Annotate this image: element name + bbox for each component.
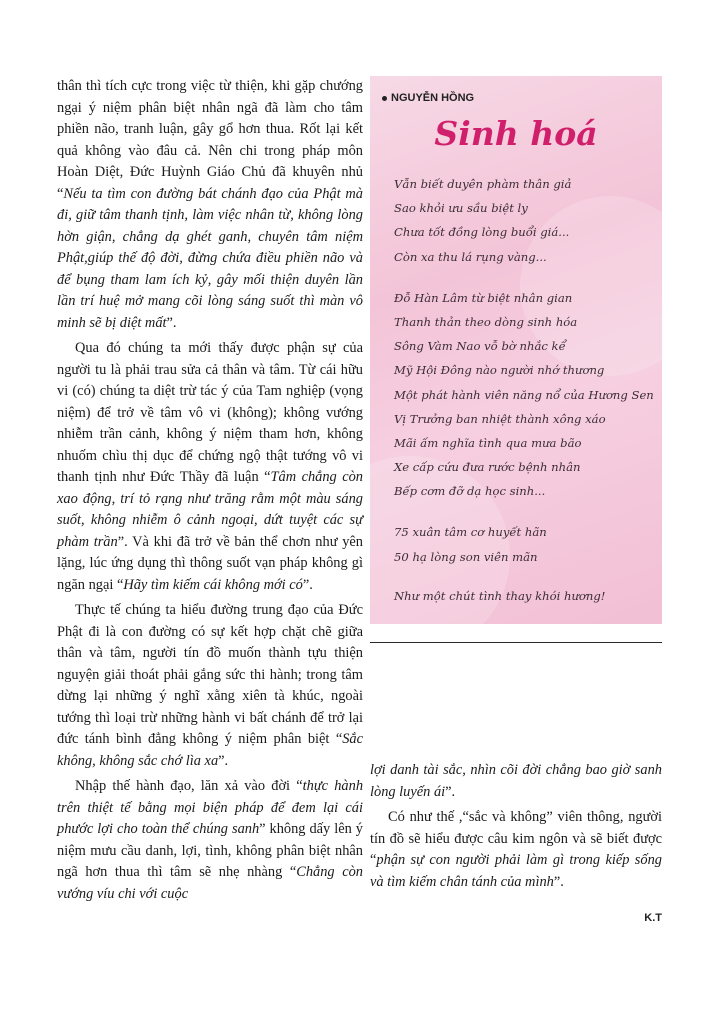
paragraph-4: Nhập thế hành đạo, lăn xả vào đời “thực hành trên thiệt tế bằng mọi biện pháp để đem lại cái phước lợi cho toàn thể chúng sanh” không dấy lên ý niệm mưu cầu danh, lợi, tình, không phân biệt nhân ngã hơn thua thì tâm sẽ nhẹ nhàng “Chẳng còn vướng víu chi với cuộc [57, 778, 364, 902]
poem-body [394, 172, 656, 608]
poem-line: Mãi ấm nghĩa tình qua mưa bão [394, 435, 582, 450]
poem-line: Sông Vàm Nao vỗ bờ nhắc kể [394, 339, 566, 354]
author-signature: K.T [644, 912, 662, 924]
poem-title: Sinh hoá [434, 114, 598, 153]
quote-thuc-hanh: thực hành trên thiệt tế bằng mọi biện pháp để đem lại cái phước lợi cho toàn thể chúng sanh [57, 778, 364, 837]
poem-line: Bếp cơm đỡ dạ học sinh... [394, 484, 546, 499]
article-left-column [57, 76, 363, 905]
bullet-icon [382, 96, 387, 101]
poem-closing-line: Như một chút tình thay khói hương! [394, 588, 606, 603]
stanza-gap [394, 503, 656, 520]
article-right-column [370, 760, 662, 893]
paragraph-5: lợi danh tài sắc, nhìn cõi đời chẳng bao giờ sanh lòng luyến ái”. [370, 762, 662, 800]
quote-sac-khong: Sắc không, không sắc chớ lìa xa [57, 731, 363, 769]
poem-line: 75 xuân tâm cơ huyết hãn [394, 525, 547, 540]
poem-line: Đỗ Hàn Lâm từ biệt nhân gian [394, 290, 573, 305]
paragraph-1: thân thì tích cực trong việc từ thiện, khi gặp chướng ngại ý niệm phân biệt nhân ngã đã làm cho tâm phiền não, tranh luận, gây gổ hơn thua. Rốt lại kết quả không vào đâu cả. Nên chi trong pháp môn Hoàn Diệt, Đức Huỳnh Giáo Chủ đã khuyên nhủ “Nếu ta tìm con đường bát chánh đạo của Phật mà đi, giữ tâm thanh tịnh, làm việc nhân từ, không lòng hờn giận, chẳng dạ ghét ganh, chuyên tâm niệm Phật,giúp thế độ đời, đừng chứa điều phiền não và để bụng tham lam ích kỷ, gây mối thiện duyên lần lần trí huệ mở mang cõi lòng sáng suốt thì màn vô minh sẽ bị diệt mất”. [57, 78, 363, 331]
quote-tim-kiem: Hãy tìm kiếm cái không mới có [123, 576, 303, 593]
poem-line: Còn xa thu lá rụng vàng... [394, 249, 547, 264]
quote-continued: lợi danh tài sắc, nhìn cõi đời chẳng bao giờ sanh lòng luyến ái [370, 762, 662, 800]
poem-line: Thanh thản theo dòng sinh hóa [394, 314, 578, 329]
section-divider [370, 642, 662, 643]
quote-chang-con: Chẳng còn vướng víu chi với cuộc [57, 864, 363, 902]
stanza-gap [394, 569, 656, 584]
poem-line: Chưa tốt đồng lòng buổi giá... [394, 225, 570, 240]
poem-author: NGUYỄN HỒNG [382, 92, 474, 104]
poem-line: Sao khỏi ưu sầu biệt ly [394, 201, 528, 216]
poem-line: Mỹ Hội Đông nào người nhớ thương [394, 363, 605, 378]
poem-box [370, 76, 662, 624]
stanza-gap [394, 269, 656, 286]
poem-line: 50 hạ lòng son viên mãn [394, 549, 538, 564]
quote-phan-su: phận sự con người phải làm gì trong kiếp sống và tìm kiếm chân tánh của mình [370, 852, 662, 890]
quote-huynh-giao-chu: Nếu ta tìm con đường bát chánh đạo của Phật mà đi, giữ tâm thanh tịnh, làm việc nhân từ, không lòng hờn giận, chẳng dạ ghét ganh, chuyên tâm niệm Phật,giúp thế độ đời, đừng chứa điều phiền não và để bụng tham lam ích kỷ, gây mối thiện duyên lần lần trí huệ mở mang cõi lòng sáng suốt thì màn vô minh sẽ bị diệt mất [57, 185, 363, 331]
poem-line: Một phát hành viên năng nổ của Hương Sen [394, 387, 654, 402]
paragraph-6: Có như thế ,“sắc và không” viên thông, người tín đồ sẽ hiểu được câu kim ngôn và sẽ biết được “phận sự con người phải làm gì trong kiếp sống và tìm kiếm chân tánh của mình”. [370, 809, 662, 890]
quote-duc-thay: Tâm chẳng còn xao động, trí tỏ rạng như trăng rằm một màu sáng suốt, không nhiễm ô cảnh ngoại, dứt tuyệt các sự phàm trần [57, 469, 364, 550]
paragraph-2: Qua đó chúng ta mới thấy được phận sự của người tu là phải trau sửa cả thân và tâm. Từ cái hữu vi (có) chúng ta diệt trừ tác ý của Tam nghiệp (vọng niệm) để trở về tâm vô vi (không); không vướng nhiễm trần cảnh, không ý niệm tham hơn, không nhuốm chìu thị dục để chứng ngộ thật tướng vô vi thanh tịnh như Đức Thầy đã luận “Tâm chẳng còn xao động, trí tỏ rạng như trăng rằm một màu sáng suốt, không nhiễm ô cảnh ngoại, dứt tuyệt các sự phàm trần”. Và khi đã trở về bản thể chơn như yên lặng, lúc ứng dụng thì thông suốt vạn pháp không gì ngăn ngại “Hãy tìm kiếm cái không mới có”. [57, 340, 364, 593]
paragraph-3: Thực tế chúng ta hiểu đường trung đạo của Đức Phật đi là con đường có sự kết hợp chặt chẽ giữa thân và tâm, người tín đồ muốn thành tựu thiện nguyện giải thoát phải gắng sức thi hành; trong tâm dừng lại những ý nghĩ xằng xiên tà khúc, ngoài tướng thì loại trừ những hành vi bất chánh để trở lại đức tánh bình đẳng không ý niệm phân biệt “Sắc không, không sắc chớ lìa xa”. [57, 602, 363, 769]
poem-line: Xe cấp cứu đưa rước bệnh nhân [394, 460, 581, 475]
poem-line: Vẫn biết duyên phàm thân giả [394, 177, 572, 191]
poem-line: Vị Trưởng ban nhiệt thành xông xáo [394, 411, 606, 426]
